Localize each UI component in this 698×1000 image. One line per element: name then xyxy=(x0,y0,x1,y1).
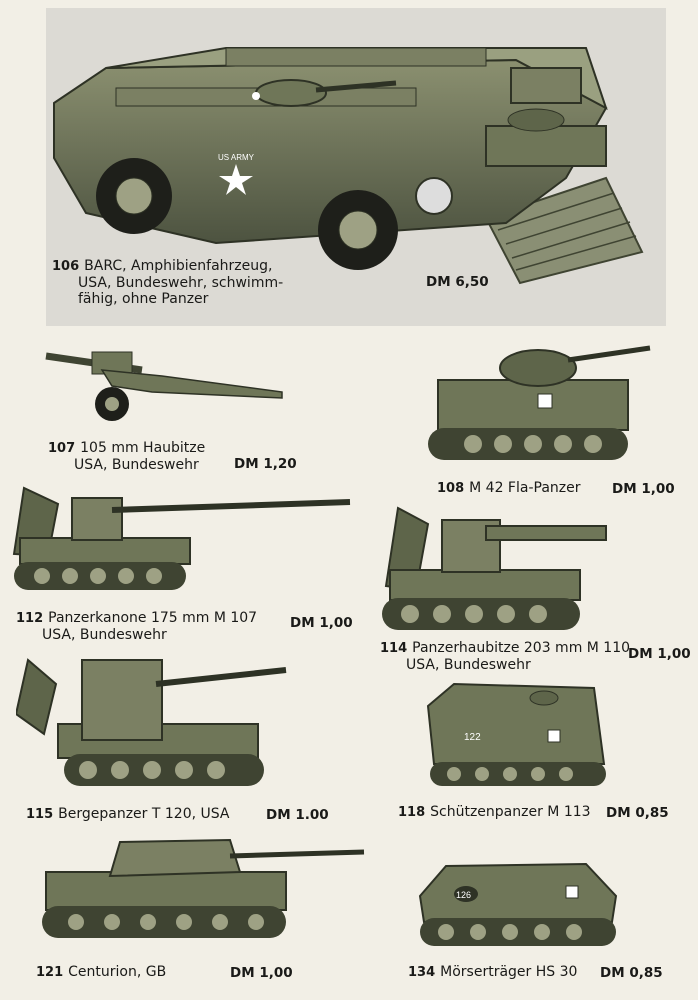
item-number: 106 xyxy=(52,259,80,274)
caption-106 xyxy=(52,258,283,307)
item-name: Schützenpanzer M 113 xyxy=(430,804,591,820)
m42-illustration xyxy=(428,340,652,464)
price-114: DM 1,00 xyxy=(628,646,691,662)
item-line2: USA, Bundeswehr xyxy=(74,457,199,473)
caption-134 xyxy=(408,964,577,981)
item-line2: USA, Bundeswehr xyxy=(406,657,531,673)
centurion-illustration xyxy=(40,832,366,942)
item-number: 107 xyxy=(48,441,76,456)
price-106: DM 6,50 xyxy=(426,274,489,290)
item-line3: fähig, ohne Panzer xyxy=(78,291,209,307)
price-118: DM 0,85 xyxy=(606,805,669,821)
caption-118 xyxy=(398,804,591,821)
item-number: 114 xyxy=(380,641,408,656)
item-line2: USA, Bundeswehr xyxy=(42,627,167,643)
item-number: 112 xyxy=(16,611,44,626)
item-name: Panzerkanone 175 mm M 107 xyxy=(48,610,258,626)
price-108: DM 1,00 xyxy=(612,481,675,497)
price-134: DM 0,85 xyxy=(600,965,663,981)
caption-112 xyxy=(16,610,257,643)
caption-114 xyxy=(380,640,630,673)
item-line2: USA, Bundeswehr, schwimm- xyxy=(78,275,284,291)
m113-hull-number: 122 xyxy=(464,732,481,743)
item-number: 118 xyxy=(398,805,426,820)
emblem-icon xyxy=(416,178,452,214)
item-number: 115 xyxy=(26,807,54,822)
item-name: Bergepanzer T 120, USA xyxy=(58,806,230,822)
m113-illustration xyxy=(424,680,610,788)
price-107: DM 1,20 xyxy=(234,456,297,472)
caption-115 xyxy=(26,806,229,823)
caption-121 xyxy=(36,964,166,981)
item-name: M 42 Fla-Panzer xyxy=(469,480,581,496)
item-number: 134 xyxy=(408,965,436,980)
item-number: 121 xyxy=(36,965,64,980)
barc-photo-panel xyxy=(46,8,666,326)
item-name: BARC, Amphibienfahrzeug, xyxy=(84,258,273,274)
hs30-hull-number: 126 xyxy=(456,890,472,900)
barc-wheel-rear xyxy=(318,190,398,270)
price-112: DM 1,00 xyxy=(290,615,353,631)
caption-107 xyxy=(48,440,205,473)
howitzer-illustration xyxy=(42,340,302,430)
hs30-illustration xyxy=(416,856,622,948)
item-name: Mörserträger HS 30 xyxy=(440,964,578,980)
t120-illustration xyxy=(16,654,288,788)
barc-marking-text: US ARMY xyxy=(218,153,255,162)
barc-wheel-front xyxy=(96,158,172,234)
item-number: 108 xyxy=(437,481,465,496)
item-name: Panzerhaubitze 203 mm M 110 xyxy=(412,640,631,656)
m110-illustration xyxy=(376,506,608,634)
caption-108 xyxy=(437,480,581,497)
price-121: DM 1,00 xyxy=(230,965,293,981)
m107-illustration xyxy=(12,484,352,594)
item-name: Centurion, GB xyxy=(68,964,167,980)
price-115: DM 1.00 xyxy=(266,807,329,823)
item-name: 105 mm Haubitze xyxy=(80,440,206,456)
